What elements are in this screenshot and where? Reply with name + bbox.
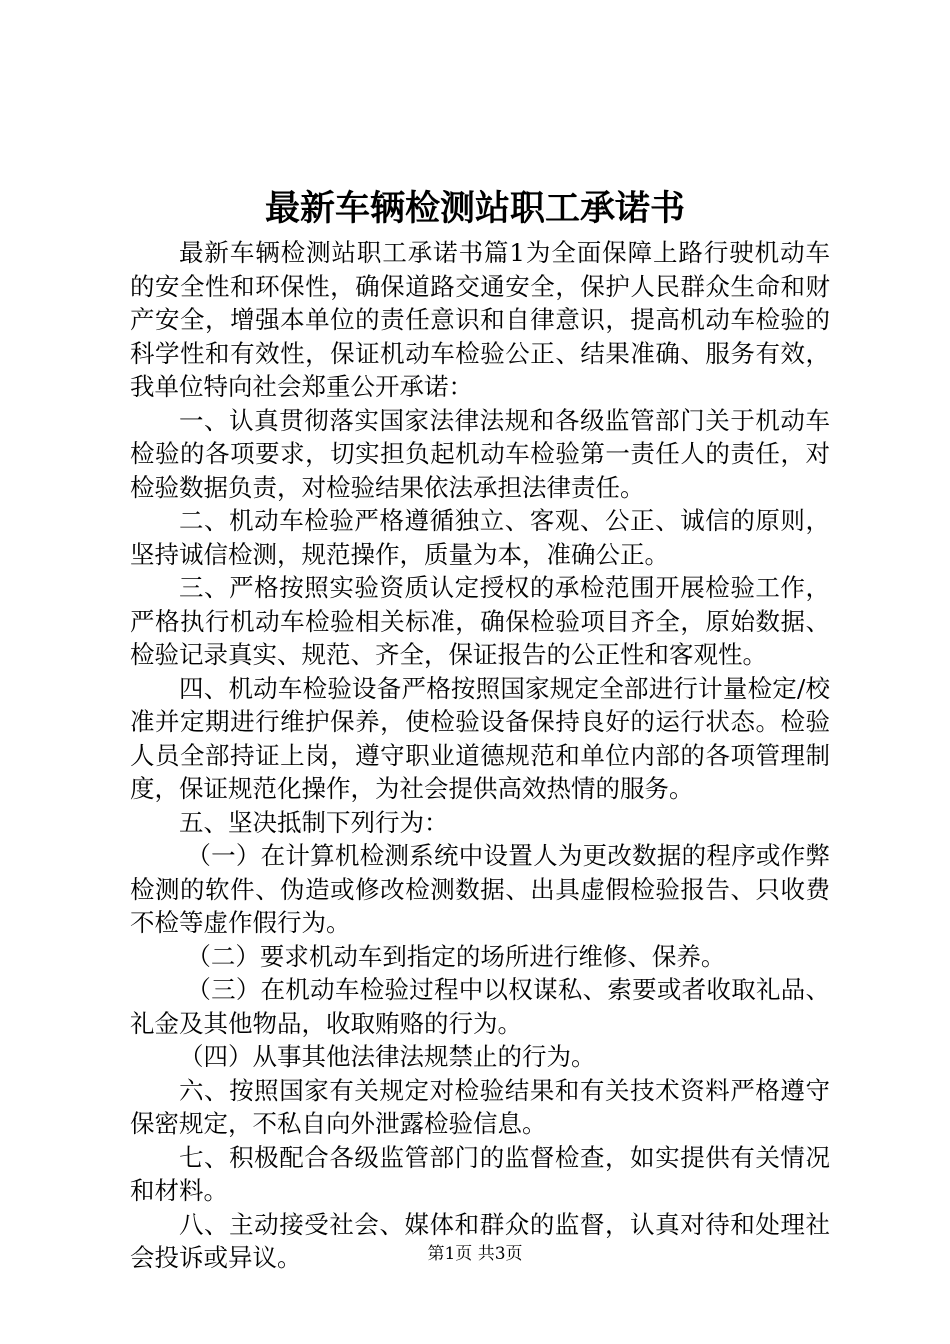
paragraph-item-7: 七、积极配合各级监管部门的监督检查，如实提供有关情况和材料。 bbox=[130, 1142, 830, 1205]
paragraph-item-6: 六、按照国家有关规定对检验结果和有关技术资料严格遵守保密规定，不私自向外泄露检验信息。 bbox=[130, 1075, 830, 1138]
document-body bbox=[130, 236, 830, 1275]
paragraph-intro: 最新车辆检测站职工承诺书篇1为全面保障上路行驶机动车的安全性和环保性，确保道路交通安全，保护人民群众生命和财产安全，增强本单位的责任意识和自律意识，提高机动车检验的科学性和有效性，保证机动车检验公正、结果准确、服务有效，我单位特向社会郑重公开承诺： bbox=[130, 238, 830, 401]
paragraph-item-3: 三、严格按照实验资质认定授权的承检范围开展检验工作，严格执行机动车检验相关标准，确保检验项目齐全，原始数据、检验记录真实、规范、齐全，保证报告的公正性和客观性。 bbox=[130, 573, 830, 669]
paragraph-item-8: 八、主动接受社会、媒体和群众的监督，认真对待和处理社会投诉或异议。 bbox=[130, 1209, 830, 1272]
paragraph-item-2: 二、机动车检验严格遵循独立、客观、公正、诚信的原则，坚持诚信检测，规范操作，质量为本，准确公正。 bbox=[130, 506, 830, 569]
paragraph-subitem-3: （三）在机动车检验过程中以权谋私、索要或者收取礼品、礼金及其他物品，收取贿赂的行为。 bbox=[130, 975, 830, 1038]
page-number-footer: 第1页 共3页 bbox=[427, 1244, 523, 1264]
paragraph-subitem-1: （一）在计算机检测系统中设置人为更改数据的程序或作弊检测的软件、伪造或修改检测数据、出具虚假检验报告、只收费不检等虚作假行为。 bbox=[130, 841, 830, 937]
paragraph-item-4: 四、机动车检验设备严格按照国家规定全部进行计量检定/校准并定期进行维护保养，使检验设备保持良好的运行状态。检验人员全部持证上岗，遵守职业道德规范和单位内部的各项管理制度，保证规范化操作，为社会提供高效热情的服务。 bbox=[130, 673, 830, 803]
paragraph-item-5: 五、坚决抵制下列行为： bbox=[179, 807, 449, 837]
document-title: 最新车辆检测站职工承诺书 bbox=[264, 188, 685, 229]
paragraph-item-1: 一、认真贯彻落实国家法律法规和各级监管部门关于机动车检验的各项要求，切实担负起机动车检验第一责任人的责任，对检验数据负责，对检验结果依法承担法律责任。 bbox=[130, 405, 830, 502]
paragraph-subitem-2: （二）要求机动车到指定的场所进行维修、保养。 bbox=[186, 941, 726, 971]
paragraph-subitem-4: （四）从事其他法律法规禁止的行为。 bbox=[179, 1042, 596, 1071]
